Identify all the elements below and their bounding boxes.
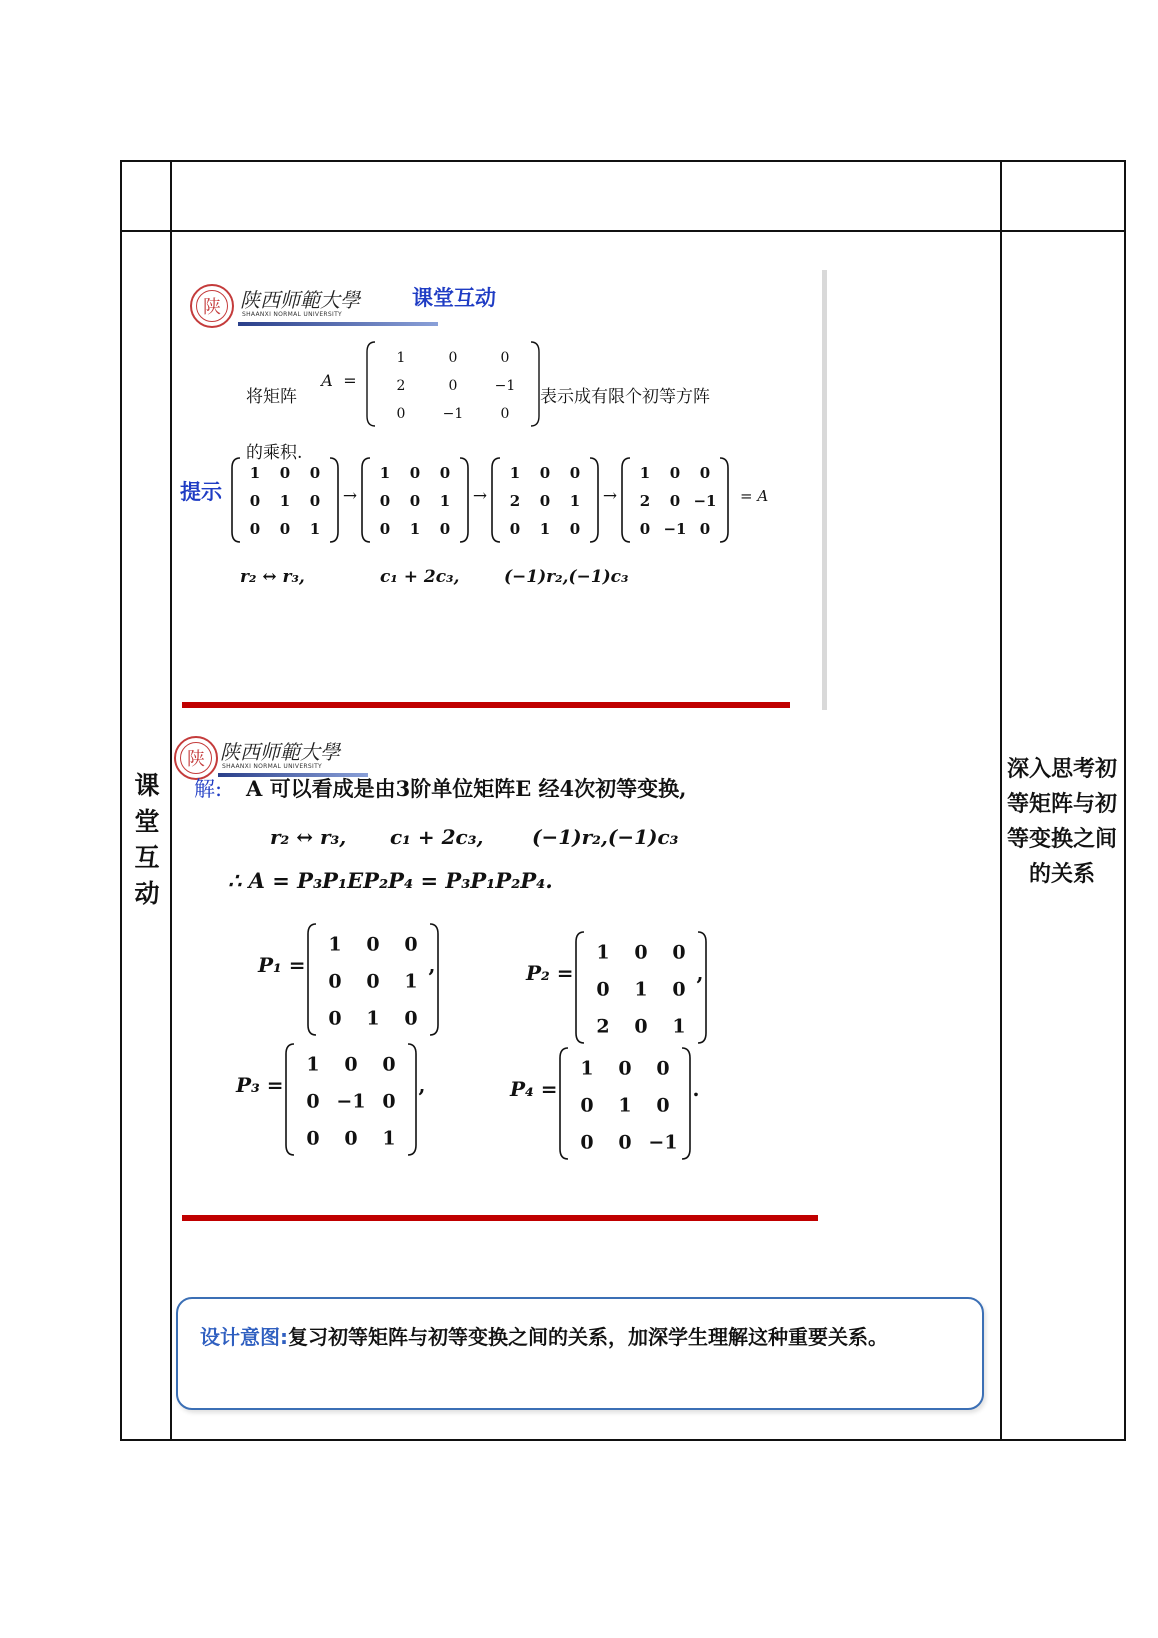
matrix-label: P₂ = <box>526 961 574 985</box>
matrix-left-bracket <box>576 932 584 1043</box>
problem-prefix: 将矩阵 <box>246 387 297 407</box>
matrix-entry: 1 <box>396 350 406 367</box>
matrix-entry: 0 <box>366 970 380 993</box>
elementary-operation: r₂ ↔ r₃, <box>270 825 347 849</box>
matrix-entry: 0 <box>396 406 406 423</box>
equals-sign: = <box>343 371 357 390</box>
elementary-operation: c₁ + 2c₃, <box>380 567 460 587</box>
matrix-left-bracket <box>367 342 375 426</box>
arrow: → <box>602 486 618 506</box>
matrix-left-bracket <box>286 1044 294 1155</box>
matrix-entry: 1 <box>306 1053 320 1076</box>
design-intent-box <box>176 1297 984 1410</box>
slide1-math <box>180 270 822 710</box>
matrix-entry: 0 <box>634 941 648 964</box>
section-label-char: 动 <box>134 879 160 908</box>
slide-title: 课堂互动 <box>412 286 496 310</box>
arrow: → <box>342 486 358 506</box>
punctuation: , <box>696 961 704 985</box>
matrix-entry: 0 <box>639 520 651 539</box>
matrix-entry: 2 <box>639 492 651 511</box>
matrix-entry: 2 <box>596 1015 610 1038</box>
matrix-right-bracket <box>330 458 338 542</box>
matrix-entry: 0 <box>309 464 321 483</box>
matrix-entry: −1 <box>693 492 717 511</box>
university-name: 陕西师範大學 <box>240 288 360 312</box>
matrix-entry: 1 <box>539 520 551 539</box>
matrix-entry: 0 <box>439 520 451 539</box>
slide-1 <box>180 270 822 710</box>
matrix-entry: 0 <box>618 1057 632 1080</box>
matrix-left-bracket <box>308 924 316 1035</box>
slide-2 <box>180 740 852 1230</box>
matrix-entry: 0 <box>448 378 458 395</box>
matrix-label: P₁ = <box>258 953 306 977</box>
matrix-entry: 0 <box>382 1053 396 1076</box>
matrix-entry: 0 <box>500 350 510 367</box>
matrix-entry: 0 <box>409 492 421 511</box>
matrix-entry: 0 <box>328 970 342 993</box>
matrix-entry: 1 <box>672 1015 686 1038</box>
matrix-entry: 0 <box>699 520 711 539</box>
matrix-entry: 0 <box>309 492 321 511</box>
therefore-equation: ∴ A = P₃P₁EP₂P₄ = P₃P₁P₂P₄. <box>228 868 553 893</box>
university-name: 陕西师範大學 <box>220 740 340 764</box>
slide1-red-bar <box>182 702 790 708</box>
section-label-char: 课 <box>134 771 160 800</box>
matrix-entry: 1 <box>439 492 451 511</box>
matrix-entry: 0 <box>379 520 391 539</box>
matrix-entry: 1 <box>249 464 261 483</box>
matrix-right-bracket <box>590 458 598 542</box>
matrix-entry: 1 <box>309 520 321 539</box>
header-row-divider <box>120 230 1126 232</box>
matrix-entry: 1 <box>618 1094 632 1117</box>
matrix-entry: 0 <box>344 1053 358 1076</box>
matrix-entry: 1 <box>366 1007 380 1030</box>
matrix-entry: 1 <box>379 464 391 483</box>
matrix-right-bracket <box>682 1048 690 1159</box>
matrix-right-bracket <box>430 924 438 1035</box>
matrix-entry: 2 <box>509 492 521 511</box>
hint-label: 提示 <box>180 480 222 504</box>
matrix-entry: 2 <box>396 378 406 395</box>
matrix-entry: 0 <box>656 1094 670 1117</box>
problem-end: 的乘积. <box>246 443 303 463</box>
matrix-entry: 0 <box>509 520 521 539</box>
matrix-entry: 0 <box>580 1131 594 1154</box>
matrix-entry: 0 <box>618 1131 632 1154</box>
matrix-entry: 0 <box>404 933 418 956</box>
matrix-entry: 1 <box>634 978 648 1001</box>
matrix-right-bracket <box>698 932 706 1043</box>
design-intent-label: 设计意图: <box>200 1325 288 1349</box>
university-seal-icon: 陕 <box>174 736 218 780</box>
section-label-char: 堂 <box>134 807 160 836</box>
matrix-symbol: A <box>321 371 333 390</box>
matrix-entry: 0 <box>539 464 551 483</box>
matrix-entry: 0 <box>656 1057 670 1080</box>
matrix-entry: −1 <box>663 520 687 539</box>
matrix-right-bracket <box>720 458 728 542</box>
right-column-note: 深入思考初等矩阵与初等变换之间的关系 <box>1006 757 1117 887</box>
matrix-entry: 0 <box>328 1007 342 1030</box>
matrix-entry: 0 <box>539 492 551 511</box>
matrix-left-bracket <box>560 1048 568 1159</box>
matrix-entry: 0 <box>409 464 421 483</box>
matrix-right-bracket <box>460 458 468 542</box>
matrix-left-bracket <box>492 458 500 542</box>
matrix-left-bracket <box>232 458 240 542</box>
matrix-label: P₃ = <box>236 1073 284 1097</box>
design-intent-text: 复习初等矩阵与初等变换之间的关系，加深学生理解这种重要关系。 <box>288 1325 888 1349</box>
matrix-entry: 1 <box>596 941 610 964</box>
matrix-entry: 1 <box>279 492 291 511</box>
matrix-entry: 1 <box>382 1127 396 1150</box>
punctuation: , <box>428 953 436 977</box>
matrix-entry: 0 <box>279 520 291 539</box>
matrix-entry: 1 <box>509 464 521 483</box>
matrix-entry: 0 <box>569 464 581 483</box>
matrix-entry: 1 <box>409 520 421 539</box>
solution-text: A 可以看成是由3阶单位矩阵E 经4次初等变换, <box>246 776 687 801</box>
matrix-entry: 1 <box>569 492 581 511</box>
matrix-entry: 0 <box>366 933 380 956</box>
matrix-entry: 0 <box>379 492 391 511</box>
matrix-entry: 0 <box>580 1094 594 1117</box>
matrix-entry: 0 <box>672 941 686 964</box>
matrix-entry: −1 <box>648 1131 678 1154</box>
elementary-operation: r₂ ↔ r₃, <box>240 567 305 587</box>
matrix-entry: 0 <box>596 978 610 1001</box>
matrix-entry: 1 <box>328 933 342 956</box>
elementary-operation: (−1)r₂,(−1)c₃ <box>532 825 679 849</box>
matrix-entry: 0 <box>448 350 458 367</box>
matrix-entry: 0 <box>669 492 681 511</box>
matrix-entry: 0 <box>382 1090 396 1113</box>
matrix-left-bracket <box>362 458 370 542</box>
matrix-entry: 0 <box>249 520 261 539</box>
section-label-char: 互 <box>134 843 160 872</box>
slide2-math <box>180 750 852 1230</box>
arrow: → <box>472 486 488 506</box>
matrix-entry: 0 <box>569 520 581 539</box>
university-seal-icon: 陕 <box>190 284 234 328</box>
matrix-entry: 0 <box>500 406 510 423</box>
matrix-entry: 0 <box>279 464 291 483</box>
matrix-entry: 0 <box>699 464 711 483</box>
matrix-entry: 1 <box>580 1057 594 1080</box>
problem-suffix: 表示成有限个初等方阵 <box>540 387 710 407</box>
matrix-right-bracket <box>531 342 539 426</box>
matrix-left-bracket <box>622 458 630 542</box>
matrix-entry: −1 <box>494 378 516 395</box>
punctuation: . <box>692 1077 700 1101</box>
matrix-entry: 0 <box>306 1090 320 1113</box>
matrix-entry: 1 <box>639 464 651 483</box>
matrix-entry: 0 <box>404 1007 418 1030</box>
matrix-entry: 0 <box>634 1015 648 1038</box>
punctuation: , <box>418 1073 426 1097</box>
matrix-entry: 0 <box>672 978 686 1001</box>
elementary-operation: (−1)r₂,(−1)c₃ <box>504 567 629 587</box>
matrix-entry: 0 <box>669 464 681 483</box>
section-label <box>125 768 169 912</box>
matrix-entry: 0 <box>344 1127 358 1150</box>
elementary-operation: c₁ + 2c₃, <box>390 825 484 849</box>
matrix-label: P₄ = <box>510 1077 558 1101</box>
matrix-entry: −1 <box>336 1090 366 1113</box>
matrix-entry: 0 <box>249 492 261 511</box>
slide2-red-bar <box>182 1215 818 1221</box>
matrix-entry: −1 <box>442 406 464 423</box>
matrix-entry: 1 <box>404 970 418 993</box>
column-divider-left <box>170 160 172 1441</box>
solution-label: 解: <box>194 777 223 801</box>
matrix-right-bracket <box>408 1044 416 1155</box>
university-name-en: SHAANXI NORMAL UNIVERSITY <box>222 763 323 770</box>
matrix-entry: 0 <box>306 1127 320 1150</box>
matrix-entry: 0 <box>439 464 451 483</box>
university-name-en: SHAANXI NORMAL UNIVERSITY <box>242 311 343 318</box>
equals-A: = A <box>740 487 769 505</box>
